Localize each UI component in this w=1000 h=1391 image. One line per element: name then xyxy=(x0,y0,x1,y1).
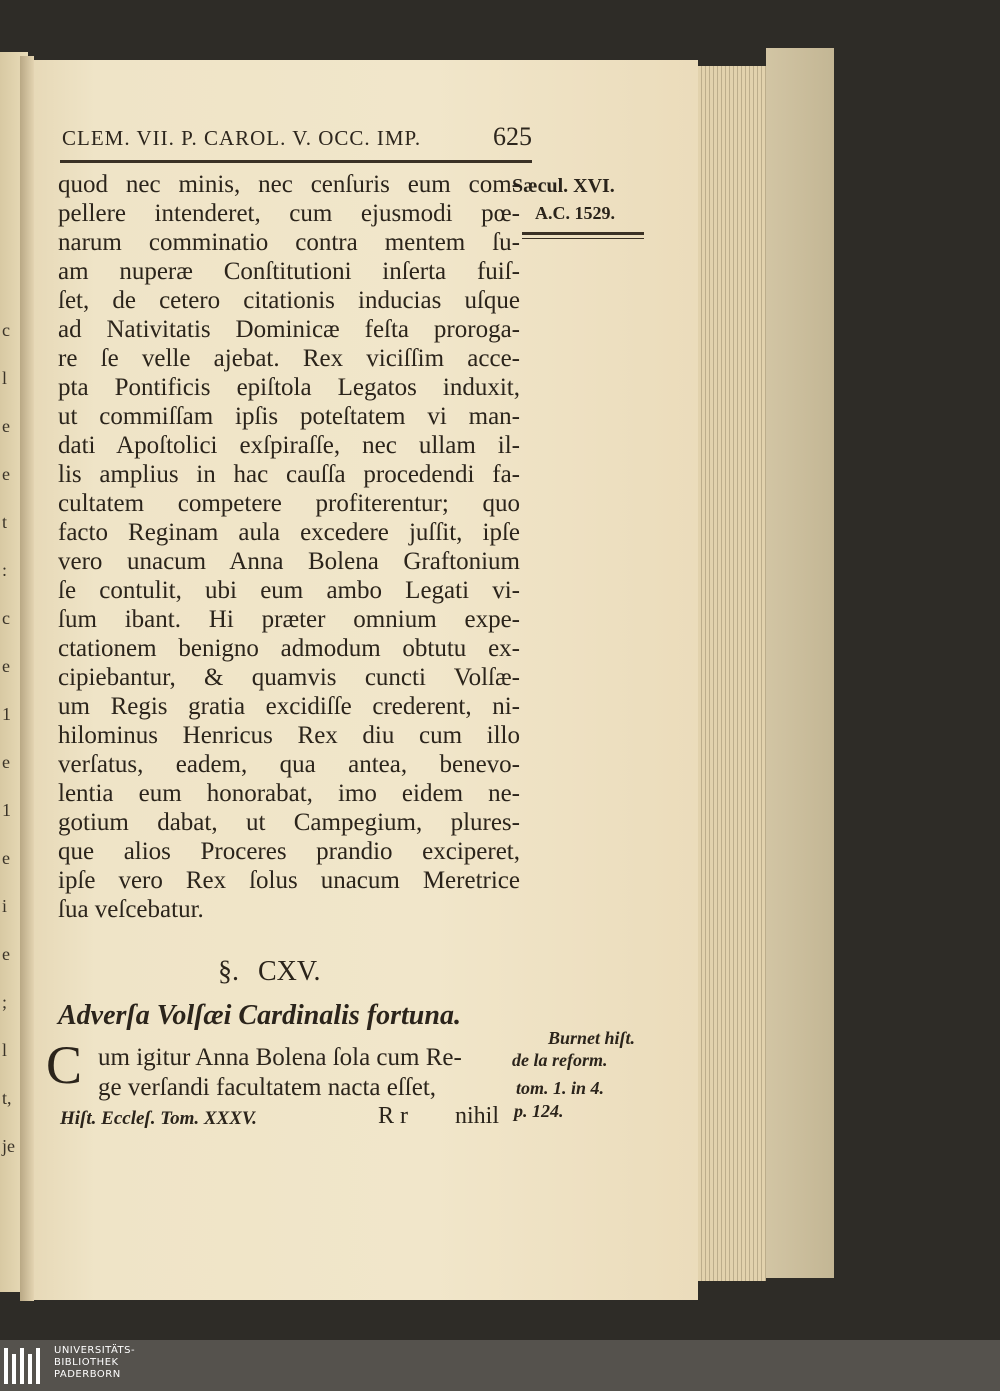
drop-cap: C xyxy=(46,1035,83,1095)
library-name-line: UNIVERSITÄTS- xyxy=(54,1345,136,1356)
catchword: nihil xyxy=(455,1103,500,1129)
text-line: que alios Proceres prandio exciperet, xyxy=(58,838,520,865)
text-line: quod nec minis, nec cenſuris eum com- xyxy=(58,171,520,198)
text-line: cipiebantur, & quamvis cuncti Volſæ- xyxy=(58,664,520,691)
text-line: cultatem competere profiterentur; quo xyxy=(58,490,520,517)
text-line: dati Apoſtolici exſpiraſſe, nec ullam il- xyxy=(58,432,520,459)
paragraph-line: ge verſandi facultatem nacta eſſet, xyxy=(98,1074,437,1101)
text-line: ſe contulit, ubi eum ambo Legati vi- xyxy=(58,577,520,604)
left-page-fragment: : xyxy=(2,560,8,580)
margin-reference: de la reform. xyxy=(512,1050,608,1070)
library-logo-icon xyxy=(4,1348,44,1384)
text-line: ſua veſcebatur. xyxy=(58,896,204,923)
head-rule xyxy=(60,160,532,163)
page-edges xyxy=(698,66,766,1281)
library-footer-bar xyxy=(0,1340,1000,1391)
text-line: vero unacum Anna Bolena Graftonium xyxy=(58,548,520,575)
text-line: ctationem benigno admodum obtutu ex- xyxy=(58,635,520,662)
text-line: re ſe velle ajebat. Rex viciſſim acce- xyxy=(58,345,520,372)
section-title: Adverſa Volſæi Cardinalis fortuna. xyxy=(58,1000,461,1031)
left-page-fragment: ; xyxy=(2,992,8,1012)
text-line: ipſe vero Rex ſolus unacum Meretrice xyxy=(58,867,520,894)
margin-rule-thin xyxy=(522,238,644,239)
text-line: pellere intenderet, cum ejusmodi pœ- xyxy=(58,200,520,227)
cover-edge xyxy=(766,48,834,1278)
text-line: ſet, de cetero citationis inducias uſque xyxy=(58,287,520,314)
text-line: am nuperæ Conſtitutioni inſerta fuiſ- xyxy=(58,258,520,285)
footer-title: Hiſt. Eccleſ. Tom. XXXV. xyxy=(60,1108,257,1129)
left-page-fragment: c xyxy=(2,320,10,340)
left-page-fragment: l xyxy=(2,368,8,388)
page-number: 625 xyxy=(493,122,532,151)
left-page-fragment: e xyxy=(2,656,10,676)
signature-mark: R r xyxy=(378,1103,408,1129)
text-line: facto Reginam aula excedere juſſit, ipſe xyxy=(58,519,520,546)
margin-reference: tom. 1. in 4. xyxy=(516,1078,605,1098)
left-page-fragment: t, xyxy=(2,1088,12,1108)
text-line: ſum ibant. Hi præter omnium expe- xyxy=(58,606,520,633)
running-head-title: CLEM. VII. P. CAROL. V. OCC. IMP. xyxy=(62,126,422,150)
text-line: verſatus, eadem, qua antea, benevo- xyxy=(58,751,520,778)
left-page-fragment: 1 xyxy=(2,800,11,820)
margin-reference: Burnet hiſt. xyxy=(548,1028,636,1048)
section-number: §. CXV. xyxy=(218,956,321,987)
margin-anno: A.C. 1529. xyxy=(535,203,615,223)
text-line: um Regis gratia excidiſſe crederent, ni- xyxy=(58,693,520,720)
margin-reference: p. 124. xyxy=(514,1101,564,1121)
library-name-line: BIBLIOTHEK xyxy=(54,1357,119,1368)
text-line: ad Nativitatis Dominicæ feſta proroga- xyxy=(58,316,520,343)
left-page-fragment: e xyxy=(2,848,10,868)
left-page-fragment: t xyxy=(2,512,8,532)
page-gutter xyxy=(20,56,34,1301)
left-page-fragment: l xyxy=(2,1040,8,1060)
left-page-fragment: e xyxy=(2,416,10,436)
left-page-fragment: e xyxy=(2,944,10,964)
text-line: lis amplius in hac cauſſa procedendi fa- xyxy=(58,461,520,488)
text-line: pta Pontificis epiſtola Legatos induxit, xyxy=(58,374,520,401)
text-line: hilominus Henricus Rex diu cum illo xyxy=(58,722,520,749)
margin-rule xyxy=(522,232,644,235)
paragraph-line: um igitur Anna Bolena ſola cum Re- xyxy=(98,1044,462,1071)
margin-seculum: Sæcul. XVI. xyxy=(512,175,615,197)
left-page-fragment: c xyxy=(2,608,10,628)
left-page-fragment: e xyxy=(2,752,10,772)
left-page-fragment: je xyxy=(2,1136,15,1156)
left-page-fragment: e xyxy=(2,464,10,484)
library-name-line: PADERBORN xyxy=(54,1369,121,1380)
running-head xyxy=(62,122,532,156)
text-line: ut commiſſam ipſis poteſtatem vi man- xyxy=(58,403,520,430)
text-line: gotium dabat, ut Campegium, plures- xyxy=(58,809,520,836)
left-page-fragment: 1 xyxy=(2,704,11,724)
text-line: lentia eum honorabat, imo eidem ne- xyxy=(58,780,520,807)
left-page-fragment: i xyxy=(2,896,8,916)
text-line: narum comminatio contra mentem ſu- xyxy=(58,229,520,256)
